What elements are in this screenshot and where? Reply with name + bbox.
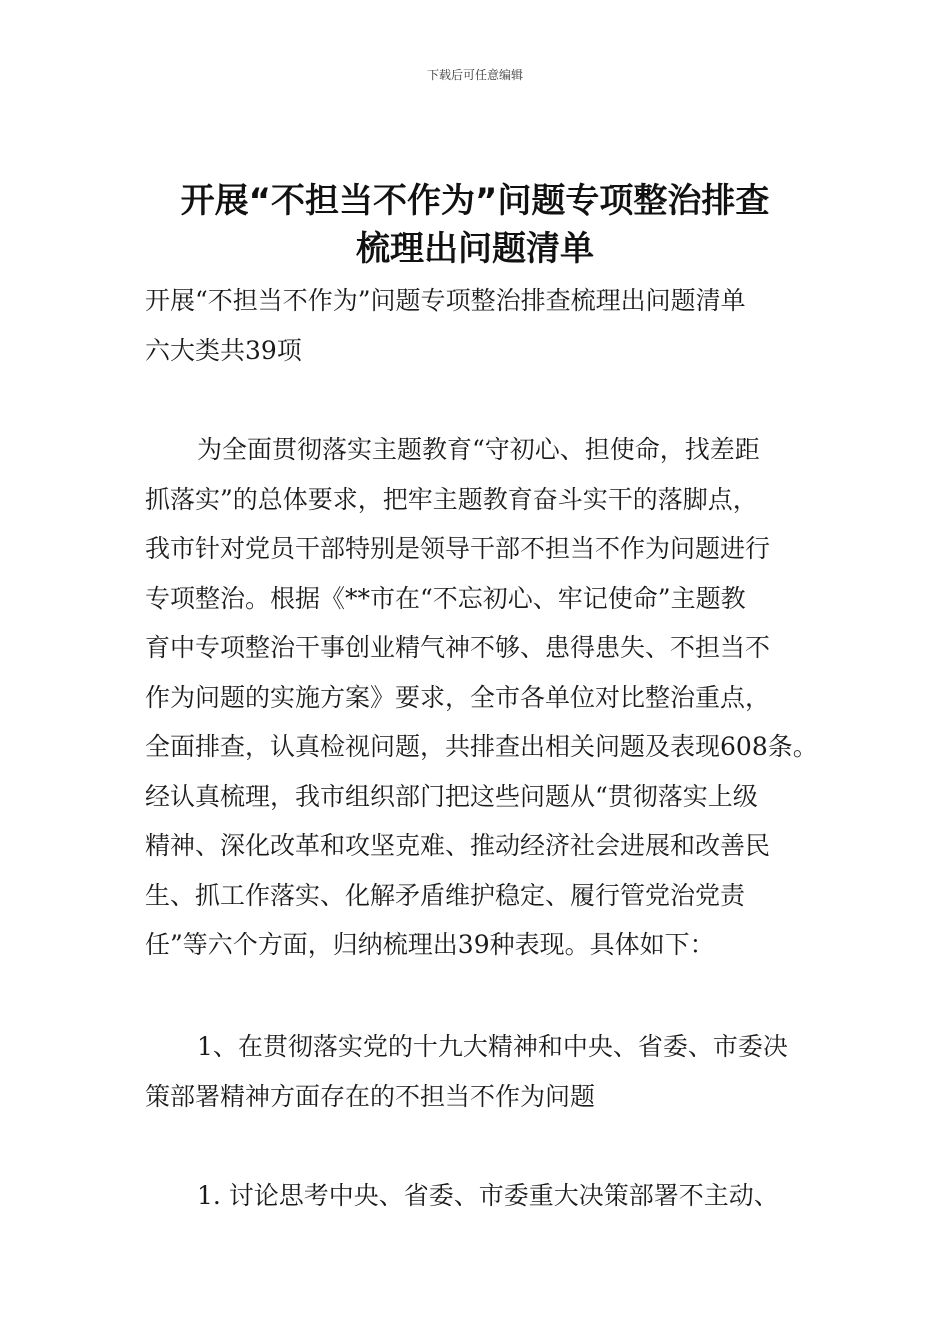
section-1-heading [145, 1022, 835, 1121]
header-note: 下载后可任意编辑 [426, 68, 523, 82]
item-1 [145, 1171, 835, 1221]
paragraph-1-line: 育中专项整治干事创业精气神不够、患得患失、不担当不 [145, 633, 771, 662]
paragraph-1-line: 全面排查，认真检视问题，共排查出相关问题及表现608条。 [145, 732, 818, 761]
paragraph-1-line: 任”等六个方面，归纳梳理出39种表现。具体如下： [145, 930, 715, 959]
paragraph-1-line: 精神、深化改革和攻坚克难、推动经济社会进展和改善民 [145, 831, 771, 860]
section-1-line: 1、在贯彻落实党的十九大精神和中央、省委、市委决 [197, 1032, 788, 1061]
item-1-line: 1. 讨论思考中央、省委、市委重大决策部署不主动、 [197, 1181, 779, 1210]
title-line-1: 开展“不担当不作为”问题专项整治排查 [180, 181, 770, 221]
paragraph-1-line: 抓落实”的总体要求，把牢主题教育奋斗实干的落脚点， [145, 484, 758, 514]
paragraph-1-line: 为全面贯彻落实主题教育“守初心、担使命，找差距 [197, 435, 760, 464]
paragraph-1-line: 生、抓工作落实、化解矛盾维护稳定、履行管党治党责 [145, 880, 746, 910]
section-1-line: 策部署精神方面存在的不担当不作为问题 [145, 1081, 596, 1111]
paragraph-1-line: 专项整治。根据《**市在“不忘初心、牢记使命”主题教 [145, 583, 746, 613]
title-line-2: 梳理出问题清单 [356, 229, 594, 269]
subtitle-line-2: 六大类共39项 [145, 335, 302, 365]
paragraph-1-line: 经认真梳理，我市组织部门把这些问题从“贯彻落实上级 [145, 781, 758, 811]
subtitle-line-1: 开展“不担当不作为”问题专项整治排查梳理出问题清单 [145, 286, 746, 315]
paragraph-1-line: 我市针对党员干部特别是领导干部不担当不作为问题进行 [145, 534, 771, 563]
paragraph-1 [145, 425, 835, 970]
subtitle-block [145, 276, 835, 375]
paragraph-1-line: 作为问题的实施方案》要求，全市各单位对比整治重点， [145, 682, 771, 712]
